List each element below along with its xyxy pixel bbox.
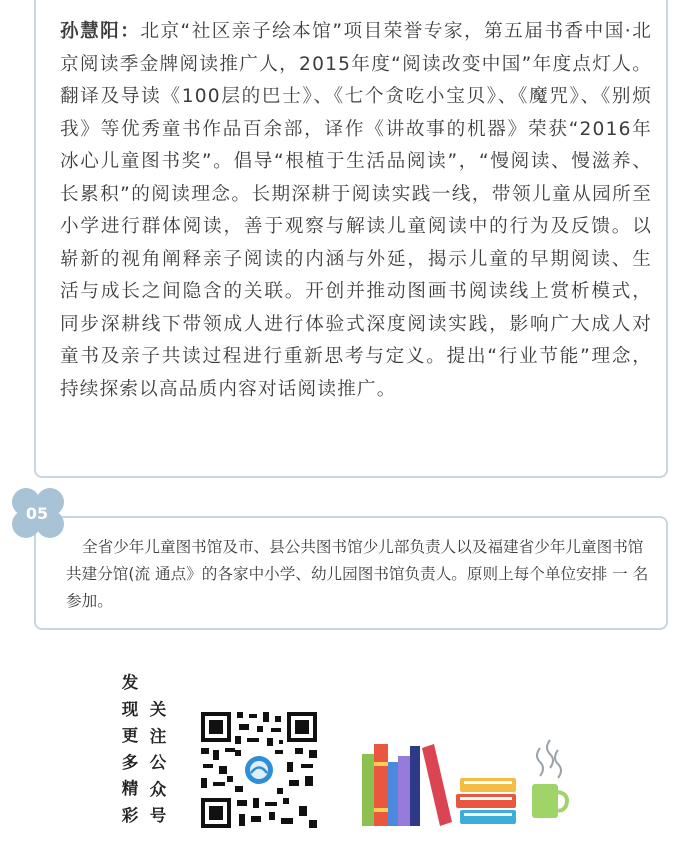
footer-slogan-left: 发现更多精彩 bbox=[121, 673, 139, 825]
speaker-bio-text: 北京“社区亲子绘本馆”项目荣誉专家，第五届书香中国·北京阅读季金牌阅读推广人，2015年度“阅读改变中国”年度点灯人。翻译及导读《100层的巴士》、《七个贪吃小宝贝》、《魔咒》、《别烦我》等优秀童书作品百余部，译作《讲故事的机器》荣获“2016年冰心儿童图书奖”。倡导“根植于生活品阅读”，“慢阅读、慢滋养、长累积”的阅读理念。长期深耕于阅读实践一线，带领儿童从园所至小学进行群体阅读，善于观察与解读儿童阅读中的行为及反馈。以崭新的视角阐释亲子阅读的内涵与外延，揭示儿童的早期阅读、生活与成长之间隐含的关联。开创并推动图画书阅读线上赏析模式，同步深耕线下带领成人进行体验式深度阅读实践，影响广大成人对童书及亲子共读过程进行重新思考与定义。提出“行业节能”理念，持续探索以高品质内容对话阅读推广。 bbox=[60, 21, 652, 400]
section-number-badge bbox=[12, 488, 66, 542]
audience-text: 全省少年儿童图书馆及市、县公共图书馆少儿部负责人以及福建省少年儿童图书馆共建分馆(流 通点》的各家中小学、幼儿园图书馆负责人。原则上每个单位安排 一 名参加。 bbox=[66, 538, 649, 610]
footer-slogan-right: 关注公众号 bbox=[149, 700, 167, 825]
speaker-bio bbox=[60, 16, 652, 406]
qr-code[interactable] bbox=[199, 710, 319, 830]
speaker-name: 孙慧阳： bbox=[60, 21, 141, 42]
section-number: 05 bbox=[25, 504, 49, 523]
books-and-tea-illustration bbox=[360, 732, 580, 828]
